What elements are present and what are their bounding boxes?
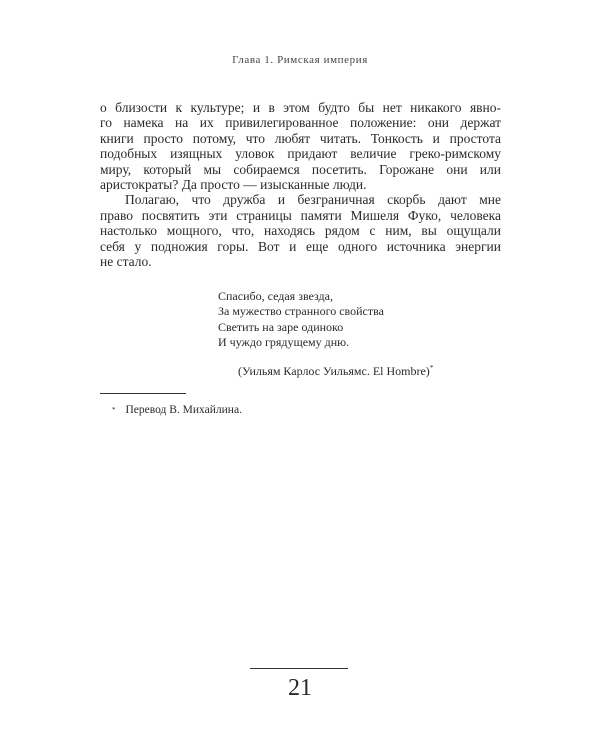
poem-line: Светить на заре одиноко bbox=[218, 319, 344, 334]
poem-attribution bbox=[238, 361, 433, 379]
text-line: подобных изящных уловок придают величие греко-римскому bbox=[100, 146, 501, 162]
text-line: не стало. bbox=[100, 253, 152, 269]
running-header: Глава 1. Римская империя bbox=[232, 54, 368, 66]
text-line: настолько мощного, что, находясь рядом с ним, вы ощущали bbox=[100, 223, 501, 239]
page-number: 21 bbox=[288, 675, 312, 701]
text-line: книги просто потому, что любят читать. Тонкость и простота bbox=[100, 130, 501, 146]
poem-line: За мужество странного свойства bbox=[218, 304, 384, 319]
poem-line: И чуждо грядущему дню. bbox=[218, 334, 350, 349]
poem-line: Спасибо, седая звезда, bbox=[218, 289, 333, 303]
footnote bbox=[112, 403, 242, 417]
poem-epigraph bbox=[218, 289, 384, 350]
footnote-mark: * bbox=[112, 406, 116, 414]
text-line: себя у подножия горы. Вот и еще одного источника энергии bbox=[100, 238, 501, 254]
attribution-text: (Уильям Карлос Уильямс. El Hombre) bbox=[238, 364, 430, 378]
text-line: Полагаю, что дружба и безграничная скорбь дают мне bbox=[125, 192, 501, 208]
text-line: аристократы? Да просто — изысканные люди. bbox=[100, 176, 367, 192]
text-line: го намека на их привилегированное положение: они держат bbox=[100, 115, 501, 131]
text-line: право посвятить эти страницы памяти Мишеля Фуко, человека bbox=[100, 207, 501, 223]
footnote-text: Перевод В. Михайлина. bbox=[125, 404, 242, 416]
paragraph-1 bbox=[100, 100, 501, 192]
page-number-rule bbox=[250, 668, 348, 669]
footnote-divider bbox=[100, 393, 186, 394]
paragraph-2 bbox=[100, 192, 501, 269]
text-line: о близости к культуре; и в этом будто бы нет никакого явно- bbox=[100, 100, 501, 115]
body-text bbox=[100, 100, 501, 269]
footnote-reference: * bbox=[429, 364, 434, 372]
text-line: миру, который мы собираемся посетить. Горожане они или bbox=[100, 161, 501, 177]
